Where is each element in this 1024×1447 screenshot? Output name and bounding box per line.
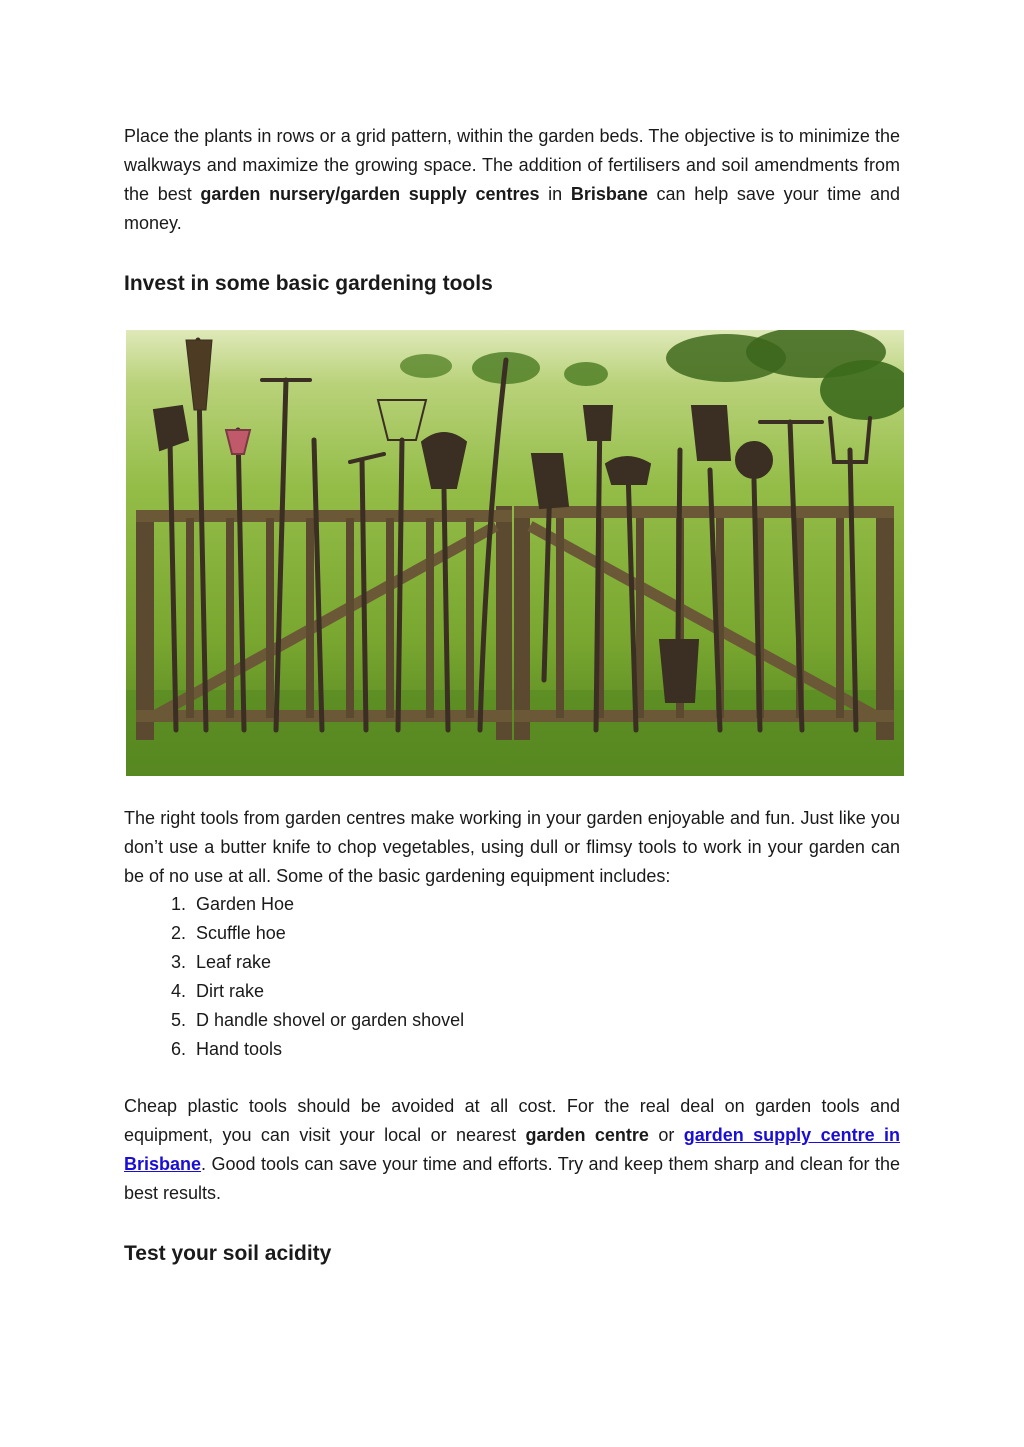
list-item-number: 6. <box>170 1039 186 1059</box>
list-item <box>124 919 900 948</box>
intro-text-b: in <box>539 184 571 204</box>
tools-paragraph: The right tools from garden centres make working in your garden enjoyable and fun. Just like you don’t use a butter knife to chop vegetables, using dull or flimsy tools to work in your garden can be of no use at all. Some of the basic gardening equipment includes: <box>124 808 900 886</box>
intro-text-c: can help save your time and money. <box>124 184 901 233</box>
list-item <box>124 890 900 919</box>
list-item-label: Scuffle hoe <box>196 923 286 943</box>
cheap-text-a: Cheap plastic tools should be avoided at all cost. For the real deal on garden tools and equipment, you can visit your local or nearest <box>124 1096 900 1145</box>
list-item-label: Leaf rake <box>196 952 272 972</box>
list-item <box>124 1035 900 1064</box>
cheap-text-b: or <box>648 1125 684 1145</box>
list-item-label: D handle shovel or garden shovel <box>196 1010 465 1030</box>
intro-paragraph <box>124 122 900 238</box>
intro-bold-brisbane: Brisbane <box>570 184 648 204</box>
list-item-label: Hand tools <box>196 1039 283 1059</box>
list-item <box>124 1006 900 1035</box>
list-item-number: 1. <box>170 894 186 914</box>
list-item-label: Dirt rake <box>196 981 265 1001</box>
cheap-tools-paragraph <box>124 1092 900 1208</box>
list-item <box>124 948 900 977</box>
garden-tools-photo <box>126 330 904 776</box>
tools-list <box>124 890 900 1064</box>
list-item-number: 4. <box>170 981 186 1001</box>
list-item-number: 3. <box>170 952 186 972</box>
intro-bold-nursery: garden nursery/garden supply centres <box>200 184 540 204</box>
list-item <box>124 977 900 1006</box>
cheap-text-c: . Good tools can save your time and efforts. Try and keep them sharp and clean for the best results. <box>124 1154 900 1203</box>
section-heading-tools: Invest in some basic gardening tools <box>124 272 493 295</box>
list-item-number: 2. <box>170 923 186 943</box>
section-heading-soil: Test your soil acidity <box>124 1242 332 1265</box>
list-item-number: 5. <box>170 1010 186 1030</box>
list-item-label: Garden Hoe <box>196 894 295 914</box>
cheap-bold-garden-centre: garden centre <box>525 1125 649 1145</box>
intro-text-a: Place the plants in rows or a grid pattern, within the garden beds. The objective is to minimize the walkways and maximize the growing space. The addition of fertilisers and soil amendments from the best <box>124 126 900 204</box>
garden-supply-centre-link[interactable]: garden supply centre in Brisbane <box>124 1125 901 1174</box>
